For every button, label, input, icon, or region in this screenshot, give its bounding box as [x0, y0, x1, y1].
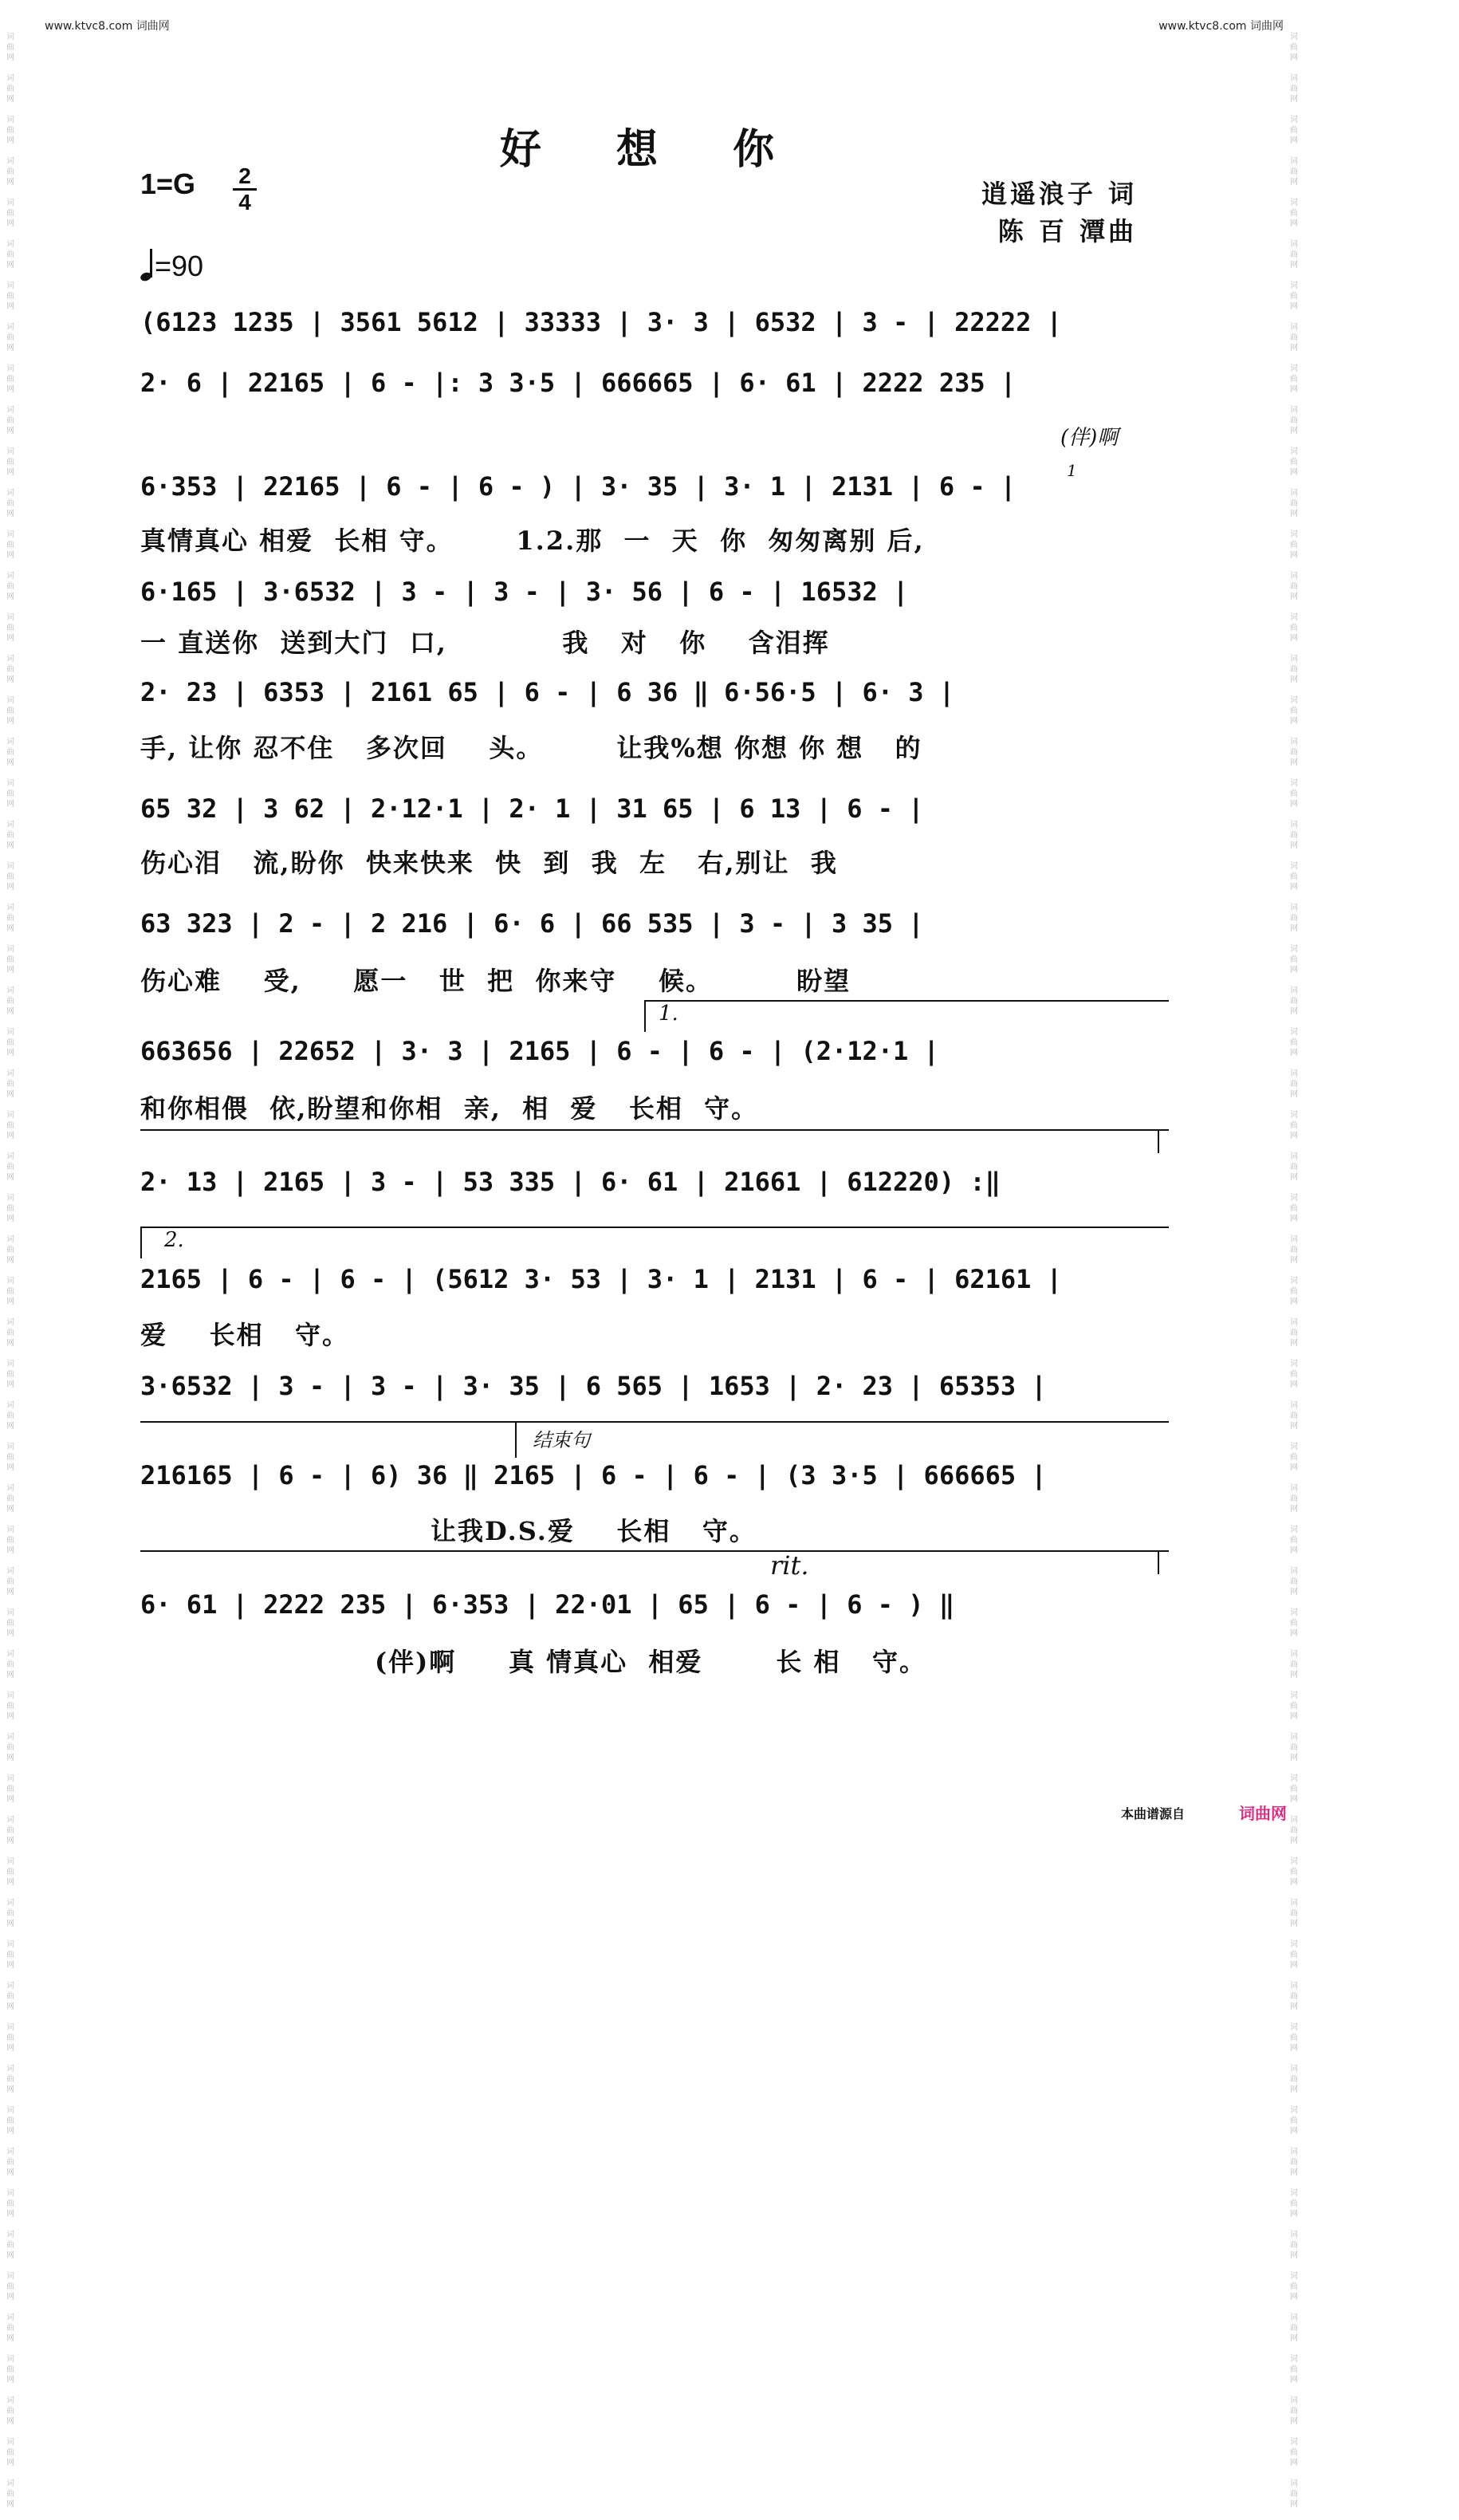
composer-credit: 陈 百 潭曲: [997, 216, 1137, 246]
final-bracket: [140, 1550, 1169, 1552]
score-row-5: 2· 23 | 6353 | 2161 65 | 6 - | 6 36 ‖ 6·56·5 | 6· 3 |: [140, 677, 955, 707]
accompaniment-marker: (伴)啊: [1060, 426, 1119, 450]
meter-top: 2: [238, 163, 251, 188]
side-watermark-left: [3, 32, 18, 2509]
score-row-2: 2· 6 | 22165 | 6 - |: 3 3·5 | 666665 | 6· 61 | 2222 235 |: [140, 368, 1017, 398]
lyric-line-3: 手, 让你 忍不住 多次回 头。 让我%想 你想 你 想 的: [140, 733, 922, 763]
volta-1-label: 1.: [659, 1002, 678, 1026]
footer-source-label: 本曲谱源自: [1120, 1806, 1185, 1821]
side-watermark-text: 词 曲 网 词 曲 网 词 曲 网 词 曲 网 词 曲 网 词 曲 网 词 曲 网 词 曲 网 词 曲 网 词 曲 网 词 曲 网 词 曲 网 词 曲 网 词 曲 网 词 曲 网 词 曲 网 词 曲 网 词 曲 网 词 曲 网 词 曲 网 词 曲 网 词 曲 网 词 曲 网 词 曲 网 词 曲 网 词 曲 网 词 曲 网 词 曲 网 词 曲 网 词 曲 网 词 曲 网 词 曲 网 词 曲 网 词 曲 网 词 曲 网 词 曲 网 词 曲 网 词 曲 网 词 曲 网 词 曲 网 词 曲 网 词 曲 网 词 曲 网 词 曲 网 词 曲 网 词 曲 网 词 曲 网 词 曲 网 词 曲 网 词 曲 网 词 曲 网 词 曲 网 词 曲 网 词 曲 网 词 曲 网 词 曲 网 词 曲 网 词 曲 网 词 曲 网 词 曲 网: [6, 33, 14, 2509]
volta-2-label: 2.: [164, 1228, 184, 1252]
score-row-11: 3·6532 | 3 - | 3 - | 3· 35 | 6 565 | 1653 | 2· 23 | 65353 |: [140, 1371, 1047, 1401]
lyric-line-1: 真情真心 相爱 长相 守。 1.2.那 一 天 你 匆匆离别 后,: [140, 526, 925, 556]
volta-2-bracket-edge: [140, 1227, 142, 1258]
volta-marker: 1: [1067, 461, 1077, 480]
song-title: 好 想 你: [499, 125, 805, 174]
score-row-9: 2· 13 | 2165 | 3 - | 53 335 | 6· 61 | 21661 | 612220) :‖: [140, 1167, 1001, 1197]
volta-2-bracket: [140, 1227, 1169, 1228]
lyric-line-6: 和你相偎 依,盼望和你相 亲, 相 爱 长相 守。: [140, 1093, 759, 1124]
score-row-13: 6· 61 | 2222 235 | 6·353 | 22·01 | 65 | 6 - | 6 - ) ‖: [140, 1589, 955, 1620]
score-row-3: 6·353 | 22165 | 6 - | 6 - ) | 3· 35 | 3· 1 | 2131 | 6 - |: [140, 471, 1017, 502]
lyricist-credit: 逍遥浪子 词: [981, 179, 1137, 209]
lyric-line-5: 伤心难 受, 愿一 世 把 你来守 候。 盼望: [140, 966, 851, 996]
lyric-line-8: 让我D.S.爱 长相 守。: [431, 1516, 757, 1546]
tempo-value: =90: [155, 250, 204, 282]
key-signature: 1=G: [140, 167, 196, 200]
ending-phrase-label: 结束句: [533, 1429, 590, 1451]
side-watermark-text: 词 曲 网 词 曲 网 词 曲 网 词 曲 网 词 曲 网 词 曲 网 词 曲 网 词 曲 网 词 曲 网 词 曲 网 词 曲 网 词 曲 网 词 曲 网 词 曲 网 词 曲 网 词 曲 网 词 曲 网 词 曲 网 词 曲 网 词 曲 网 词 曲 网 词 曲 网 词 曲 网 词 曲 网 词 曲 网 词 曲 网 词 曲 网 词 曲 网 词 曲 网 词 曲 网 词 曲 网 词 曲 网 词 曲 网 词 曲 网 词 曲 网 词 曲 网 词 曲 网 词 曲 网 词 曲 网 词 曲 网 词 曲 网 词 曲 网 词 曲 网 词 曲 网 词 曲 网 词 曲 网 词 曲 网 词 曲 网 词 曲 网 词 曲 网 词 曲 网 词 曲 网 词 曲 网 词 曲 网 词 曲 网 词 曲 网 词 曲 网 词 曲 网 词 曲 网 词 曲 网: [1290, 33, 1298, 2509]
score-row-4: 6·165 | 3·6532 | 3 - | 3 - | 3· 56 | 6 - | 16532 |: [140, 577, 909, 607]
coda-bracket: [140, 1421, 1169, 1423]
ritardando-marking: rit.: [770, 1550, 809, 1581]
lyric-line-9: (伴)啊 真 情真心 相爱 长 相 守。: [375, 1647, 926, 1677]
ending-bracket-edge: [515, 1421, 517, 1458]
footer-source-site: 词曲网: [1239, 1804, 1287, 1823]
score-row-1: (6123 1235 | 3561 5612 | 33333 | 3· 3 | 6532 | 3 - | 22222 |: [140, 307, 1062, 337]
score-row-10: 2165 | 6 - | 6 - | (5612 3· 53 | 3· 1 | 2131 | 6 - | 62161 |: [140, 1264, 1062, 1294]
site-watermark-right: www.ktvc8.com 词曲网: [1158, 20, 1284, 33]
volta-1-end-edge: [1158, 1129, 1159, 1153]
final-bracket-edge: [1158, 1550, 1159, 1574]
lyric-line-7: 爱 长相 守。: [140, 1320, 349, 1350]
volta-1-continuation: [140, 1129, 1169, 1131]
volta-1-bracket-edge: [644, 1000, 646, 1032]
score-row-8: 663656 | 22652 | 3· 3 | 2165 | 6 - | 6 - | (2·12·1 |: [140, 1036, 939, 1066]
lyric-line-4: 伤心泪 流,盼你 快来快来 快 到 我 左 右,别让 我: [140, 848, 838, 878]
score-row-6: 65 32 | 3 62 | 2·12·1 | 2· 1 | 31 65 | 6 13 | 6 - |: [140, 793, 924, 824]
lyric-line-2: 一 直送你 送到大门 口, 我 对 你 含泪挥: [140, 628, 830, 658]
meter-bottom: 4: [238, 190, 251, 215]
quarter-note-icon: [140, 247, 155, 282]
volta-1-bracket: [644, 1000, 1169, 1002]
time-signature: [233, 165, 257, 214]
site-watermark-left: www.ktvc8.com 词曲网: [45, 20, 170, 33]
tempo-marking: [140, 247, 203, 283]
score-row-7: 63 323 | 2 - | 2 216 | 6· 6 | 66 535 | 3 - | 3 35 |: [140, 908, 924, 939]
score-row-12: 216165 | 6 - | 6) 36 ‖ 2165 | 6 - | 6 - | (3 3·5 | 666665 |: [140, 1460, 1047, 1490]
